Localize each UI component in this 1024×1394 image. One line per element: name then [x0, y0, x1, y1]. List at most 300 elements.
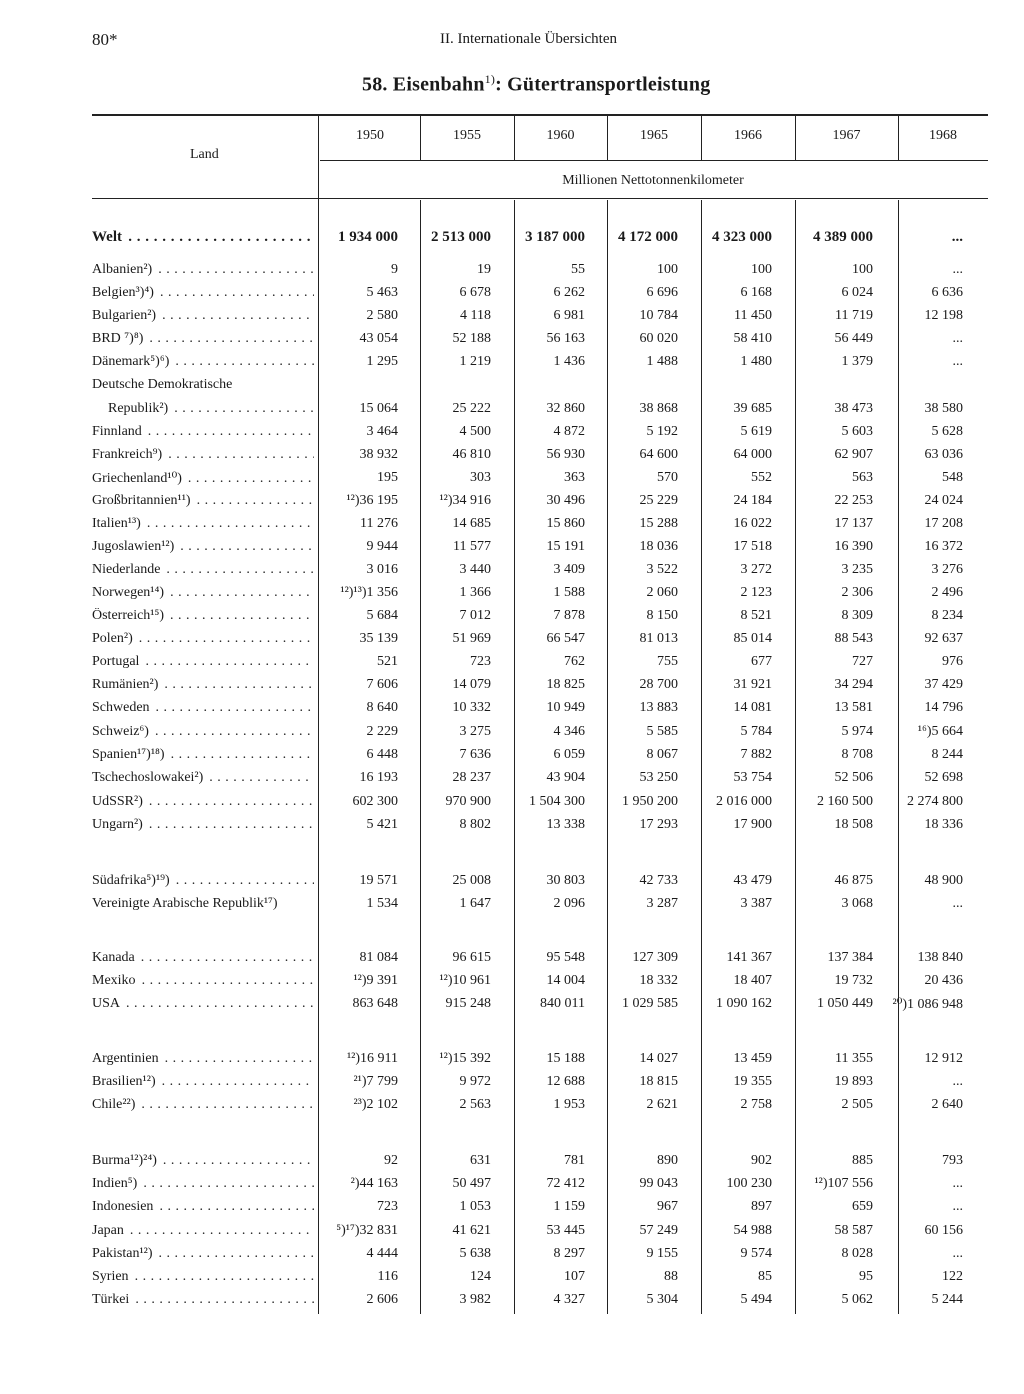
row-country-label: Argentinien	[92, 1051, 159, 1066]
row-country-name	[92, 1269, 314, 1285]
row-country-name	[92, 794, 314, 810]
row-value-1960: 1 588	[553, 585, 585, 600]
row-value-1965: 6 696	[646, 285, 678, 300]
row-value-1950: 3 016	[366, 562, 398, 577]
row-value-1968: 3 276	[931, 562, 963, 577]
row-country-name	[92, 654, 314, 670]
row-value-1967: 1 379	[841, 354, 873, 369]
row-country-name	[92, 950, 314, 966]
row-value-1966: 677	[751, 654, 772, 669]
row-value-1960: 762	[564, 654, 585, 669]
row-value-1950: 2 606	[366, 1292, 398, 1307]
row-value-1967: 19 732	[834, 973, 873, 988]
row-value-1967: 62 907	[834, 447, 873, 462]
row-value-1955: 11 577	[453, 539, 491, 554]
row-value-1950: ²³)2 102	[353, 1097, 398, 1112]
row-value-1950: 1 534	[366, 896, 398, 911]
row-value-1950: 1 295	[366, 354, 398, 369]
table-row	[0, 447, 1024, 469]
row-value-1966: 3 272	[740, 562, 772, 577]
row-value-1966: 58 410	[733, 331, 772, 346]
row-country-label: Japan	[92, 1223, 124, 1238]
row-country-label: Mexiko	[92, 973, 136, 988]
row-country-name	[92, 873, 314, 889]
row-country-name	[92, 516, 314, 532]
row-country-name	[92, 331, 314, 347]
table-row	[0, 1176, 1024, 1198]
row-value-1965: 967	[657, 1199, 678, 1214]
row-value-1967: 8 309	[841, 608, 873, 623]
row-value-1966: 54 988	[733, 1223, 772, 1238]
row-country-name	[92, 1246, 314, 1262]
row-value-1967: 18 508	[834, 817, 873, 832]
row-value-1965: 1 950 200	[622, 794, 678, 809]
row-value-1960: 56 163	[546, 331, 585, 346]
row-value-1965: 5 585	[646, 724, 678, 739]
row-value-1966: 14 081	[733, 700, 772, 715]
table-row	[0, 262, 1024, 284]
row-country-label: Welt	[92, 229, 122, 245]
row-country-name	[92, 308, 314, 324]
row-country-name	[92, 1292, 314, 1308]
row-value-1967: ¹²)107 556	[814, 1176, 873, 1191]
row-value-1955: ¹²)10 961	[439, 973, 491, 988]
row-value-1966: 141 367	[726, 950, 772, 965]
row-value-1968: 12 198	[924, 308, 963, 323]
row-value-1968: 14 796	[924, 700, 963, 715]
row-value-1950: 38 932	[359, 447, 398, 462]
row-country-label: Südafrika⁵)¹⁹)	[92, 873, 170, 888]
row-value-1967: 46 875	[834, 873, 873, 888]
row-value-1967: 56 449	[834, 331, 873, 346]
row-value-1955: 303	[470, 470, 491, 485]
row-value-1950: 11 276	[360, 516, 398, 531]
row-value-1950: 81 084	[359, 950, 398, 965]
row-value-1967: 3 235	[841, 562, 873, 577]
row-value-1955: 41 621	[452, 1223, 491, 1238]
row-value-1950: 2 229	[366, 724, 398, 739]
row-value-1955: 52 188	[452, 331, 491, 346]
row-value-1950: ⁵)¹⁷)32 831	[336, 1223, 398, 1238]
table-row	[0, 1199, 1024, 1221]
row-value-1966: 7 882	[740, 747, 772, 762]
row-value-1966: 5 494	[740, 1292, 772, 1307]
row-country-name	[92, 470, 314, 487]
row-value-1965: 13 883	[639, 700, 678, 715]
row-value-1955: 25 222	[452, 401, 491, 416]
row-value-1968: ...	[952, 354, 963, 369]
row-value-1965: 14 027	[639, 1051, 678, 1066]
row-value-1968: 92 637	[924, 631, 963, 646]
row-value-1965: 8 067	[646, 747, 678, 762]
row-value-1960: 3 187 000	[525, 229, 585, 245]
row-value-1960: 56 930	[546, 447, 585, 462]
page-number: 80*	[92, 30, 118, 49]
row-value-1965: 81 013	[639, 631, 678, 646]
row-value-1968: 8 244	[931, 747, 963, 762]
row-country-label: Kanada	[92, 950, 135, 965]
row-value-1966: 5 619	[740, 424, 772, 439]
table-row	[0, 1097, 1024, 1119]
row-value-1950: ²)44 163	[350, 1176, 398, 1191]
row-value-1965: 18 815	[639, 1074, 678, 1089]
row-value-1950: 723	[377, 1199, 398, 1214]
row-value-1965: 5 192	[646, 424, 678, 439]
row-value-1968: 2 496	[931, 585, 963, 600]
row-value-1968: 52 698	[924, 770, 963, 785]
row-value-1950: ¹²)36 195	[346, 493, 398, 508]
table-row	[0, 562, 1024, 584]
row-value-1955: 46 810	[452, 447, 491, 462]
table-row	[0, 1246, 1024, 1268]
row-value-1967: 563	[852, 470, 873, 485]
row-value-1968: 18 336	[924, 817, 963, 832]
row-value-1965: 15 288	[639, 516, 678, 531]
row-country-label: Polen²)	[92, 631, 133, 646]
row-value-1955: 723	[470, 654, 491, 669]
row-country-label: Portugal	[92, 654, 140, 669]
row-value-1967: 17 137	[834, 516, 873, 531]
row-value-1965: 25 229	[639, 493, 678, 508]
year-header: 1955	[453, 128, 481, 143]
row-value-1955: 25 008	[452, 873, 491, 888]
row-value-1950: 15 064	[359, 401, 398, 416]
row-country-name	[108, 401, 314, 417]
row-value-1968: 8 234	[931, 608, 963, 623]
row-country-name	[92, 747, 314, 763]
table-row	[0, 724, 1024, 746]
row-value-1968: ...	[952, 1176, 963, 1191]
row-country-label: Albanien²)	[92, 262, 153, 277]
row-value-1967: 8 708	[841, 747, 873, 762]
row-value-1966: 13 459	[733, 1051, 772, 1066]
row-value-1950: 602 300	[352, 794, 398, 809]
row-country-name	[92, 1176, 314, 1192]
row-value-1955: 50 497	[452, 1176, 491, 1191]
row-value-1960: 32 860	[546, 401, 585, 416]
row-value-1955: 14 685	[452, 516, 491, 531]
row-value-1967: 100	[852, 262, 873, 277]
row-country-name	[92, 229, 314, 246]
table-row	[0, 631, 1024, 653]
row-value-1955: 3 982	[459, 1292, 491, 1307]
row-value-1968: 24 024	[924, 493, 963, 508]
row-country-label: Vereinigte Arabische Republik¹⁷)	[92, 896, 278, 911]
row-value-1967: 3 068	[841, 896, 873, 911]
row-value-1965: 9 155	[646, 1246, 678, 1261]
row-value-1966: 17 518	[733, 539, 772, 554]
row-country-name	[92, 770, 314, 786]
row-value-1965: 64 600	[639, 447, 678, 462]
table-row	[0, 1153, 1024, 1175]
table-row	[0, 331, 1024, 353]
row-value-1960: 53 445	[546, 1223, 585, 1238]
row-value-1965: 3 287	[646, 896, 678, 911]
row-country-label: Syrien	[92, 1269, 129, 1284]
row-country-name	[92, 724, 314, 740]
row-value-1950: 35 139	[359, 631, 398, 646]
row-country-label: Deutsche Demokratische	[92, 377, 233, 392]
row-value-1955: ¹²)34 916	[439, 493, 491, 508]
row-value-1968: ...	[952, 1199, 963, 1214]
table-title-footnote: 1)	[484, 72, 496, 86]
row-value-1960: 14 004	[546, 973, 585, 988]
row-value-1968: ²⁰)1 086 948	[892, 997, 963, 1012]
row-value-1955: 4 118	[460, 308, 491, 323]
row-value-1966: 5 784	[740, 724, 772, 739]
row-value-1955: 915 248	[445, 996, 491, 1011]
row-value-1967: 22 253	[834, 493, 873, 508]
table-title	[362, 72, 710, 97]
row-value-1965: 1 029 585	[622, 996, 678, 1011]
row-value-1966: 85	[758, 1269, 772, 1284]
row-value-1960: 4 327	[553, 1292, 585, 1307]
row-country-label: Indonesien	[92, 1199, 154, 1214]
running-head: II. Internationale Übersichten	[440, 31, 618, 47]
row-value-1955: 2 513 000	[431, 229, 491, 245]
row-value-1960: 30 803	[546, 873, 585, 888]
year-header: 1967	[832, 128, 861, 143]
row-value-1968: 6 636	[931, 285, 963, 300]
row-value-1968: 63 036	[924, 447, 963, 462]
row-value-1967: 11 719	[835, 308, 873, 323]
row-value-1960: 107	[564, 1269, 585, 1284]
row-country-label: Spanien¹⁷)¹⁸)	[92, 747, 165, 762]
row-value-1967: 727	[852, 654, 873, 669]
row-value-1965: 570	[657, 470, 678, 485]
row-value-1966: 9 574	[740, 1246, 772, 1261]
row-value-1965: 60 020	[639, 331, 678, 346]
row-value-1968: 2 274 800	[907, 794, 963, 809]
row-value-1960: 1 159	[553, 1199, 585, 1214]
row-country-label: Burma¹²)²⁴)	[92, 1153, 157, 1168]
row-country-label: Chile²²)	[92, 1097, 136, 1112]
row-value-1967: 137 384	[827, 950, 873, 965]
row-country-name	[92, 1153, 314, 1169]
row-value-1950: ¹²)16 911	[346, 1051, 398, 1066]
row-value-1968: ...	[952, 1246, 963, 1261]
row-value-1955: 9 972	[459, 1074, 491, 1089]
row-country-name	[92, 377, 314, 393]
row-value-1967: 2 306	[841, 585, 873, 600]
row-value-1966: 2 758	[740, 1097, 772, 1112]
row-value-1950: 16 193	[359, 770, 398, 785]
row-value-1968: 5 628	[931, 424, 963, 439]
row-country-label: Großbritannien¹¹)	[92, 493, 191, 508]
row-value-1950: 9 944	[366, 539, 398, 554]
row-value-1968: 48 900	[924, 873, 963, 888]
row-value-1966: 11 450	[734, 308, 772, 323]
row-country-label: Brasilien¹²)	[92, 1074, 156, 1089]
row-value-1965: 755	[657, 654, 678, 669]
row-value-1960: 15 860	[546, 516, 585, 531]
row-value-1968: 976	[942, 654, 963, 669]
row-country-label: Norwegen¹⁴)	[92, 585, 165, 600]
row-value-1967: 95	[859, 1269, 873, 1284]
row-value-1967: 13 581	[834, 700, 873, 715]
row-country-name	[92, 447, 314, 463]
table-row	[0, 1074, 1024, 1096]
row-value-1955: 3 440	[459, 562, 491, 577]
row-value-1967: 88 543	[834, 631, 873, 646]
row-country-name	[92, 700, 314, 716]
row-value-1955: 10 332	[452, 700, 491, 715]
table-row	[0, 950, 1024, 972]
row-value-1966: 100 230	[726, 1176, 772, 1191]
row-value-1966: 1 480	[740, 354, 772, 369]
table-row	[0, 1269, 1024, 1291]
row-value-1966: 2 016 000	[716, 794, 772, 809]
row-value-1966: 3 387	[740, 896, 772, 911]
row-value-1967: 4 389 000	[813, 229, 873, 245]
row-value-1965: 2 621	[646, 1097, 678, 1112]
row-value-1965: 5 304	[646, 1292, 678, 1307]
row-country-name	[92, 608, 314, 624]
row-value-1955: 631	[470, 1153, 491, 1168]
row-value-1955: 28 237	[452, 770, 491, 785]
table-title-prefix: 58. Eisenbahn	[362, 73, 485, 96]
table-row	[0, 470, 1024, 492]
year-header: 1950	[356, 128, 384, 143]
row-value-1960: 30 496	[546, 493, 585, 508]
row-value-1967: 58 587	[834, 1223, 873, 1238]
row-value-1960: 6 981	[553, 308, 585, 323]
row-value-1960: 15 191	[546, 539, 585, 554]
row-value-1960: 55	[571, 262, 585, 277]
row-country-name	[92, 677, 314, 693]
row-value-1950: ¹²)¹³)1 356	[340, 585, 398, 600]
row-value-1968: 5 244	[931, 1292, 963, 1307]
row-country-name	[92, 262, 314, 278]
row-value-1967: 6 024	[841, 285, 873, 300]
row-value-1968: 548	[942, 470, 963, 485]
row-value-1967: 34 294	[834, 677, 873, 692]
year-unit-divider	[320, 160, 988, 161]
row-value-1966: 1 090 162	[716, 996, 772, 1011]
row-country-name	[92, 1199, 314, 1215]
table-row	[0, 896, 1024, 918]
row-value-1960: 6 262	[553, 285, 585, 300]
row-country-label: Indien⁵)	[92, 1176, 138, 1191]
row-country-name	[92, 562, 314, 578]
row-value-1968: 60 156	[924, 1223, 963, 1238]
row-value-1968: ¹⁶)5 664	[917, 724, 963, 739]
row-country-name	[92, 817, 314, 833]
row-value-1950: 43 054	[359, 331, 398, 346]
row-value-1965: 28 700	[639, 677, 678, 692]
row-value-1960: 7 878	[553, 608, 585, 623]
row-value-1966: 24 184	[733, 493, 772, 508]
row-value-1965: 3 522	[646, 562, 678, 577]
row-value-1960: 66 547	[546, 631, 585, 646]
row-value-1967: 38 473	[834, 401, 873, 416]
row-country-name	[92, 354, 314, 370]
row-value-1967: 19 893	[834, 1074, 873, 1089]
row-value-1960: 6 059	[553, 747, 585, 762]
row-value-1960: 1 504 300	[529, 794, 585, 809]
row-country-label: Tschechoslowakei²)	[92, 770, 204, 785]
row-value-1965: 53 250	[639, 770, 678, 785]
row-value-1967: 2 505	[841, 1097, 873, 1112]
row-value-1960: 10 949	[546, 700, 585, 715]
table-row	[0, 539, 1024, 561]
row-value-1965: 38 868	[639, 401, 678, 416]
row-value-1968: 20 436	[924, 973, 963, 988]
row-value-1950: 863 648	[352, 996, 398, 1011]
table-row	[0, 354, 1024, 376]
row-value-1950: 9	[391, 262, 398, 277]
row-value-1950: 2 580	[366, 308, 398, 323]
row-value-1966: 53 754	[733, 770, 772, 785]
row-country-name	[92, 1097, 314, 1113]
row-value-1965: 1 488	[646, 354, 678, 369]
year-header: 1966	[734, 128, 762, 143]
row-value-1966: 100	[751, 262, 772, 277]
row-value-1950: 195	[377, 470, 398, 485]
table-row	[0, 996, 1024, 1018]
row-country-label: Rumänien²)	[92, 677, 159, 692]
row-value-1968: ...	[951, 229, 963, 245]
row-country-label: Italien¹³)	[92, 516, 141, 531]
row-value-1965: 10 784	[639, 308, 678, 323]
row-value-1967: 5 974	[841, 724, 873, 739]
row-value-1965: 18 036	[639, 539, 678, 554]
table-row	[0, 794, 1024, 816]
row-value-1968: 122	[942, 1269, 963, 1284]
row-value-1966: 17 900	[733, 817, 772, 832]
row-value-1968: ...	[952, 896, 963, 911]
row-value-1968: 17 208	[924, 516, 963, 531]
row-value-1960: 12 688	[546, 1074, 585, 1089]
table-row	[0, 1223, 1024, 1245]
row-value-1967: 885	[852, 1153, 873, 1168]
row-country-label: Jugoslawien¹²)	[92, 539, 175, 554]
row-country-name	[92, 1223, 314, 1239]
table-row	[0, 1051, 1024, 1073]
row-value-1955: 2 563	[459, 1097, 491, 1112]
table-row	[0, 285, 1024, 307]
row-value-1965: 42 733	[639, 873, 678, 888]
row-country-label: Griechenland¹⁰)	[92, 471, 182, 486]
row-value-1960: 43 904	[546, 770, 585, 785]
row-country-label: Schweiz⁶)	[92, 724, 149, 739]
row-value-1967: 52 506	[834, 770, 873, 785]
row-value-1960: 15 188	[546, 1051, 585, 1066]
row-value-1966: 4 323 000	[712, 229, 772, 245]
row-value-1955: 1 053	[459, 1199, 491, 1214]
row-value-1966: 64 000	[733, 447, 772, 462]
table-row	[0, 873, 1024, 895]
row-value-1960: 363	[564, 470, 585, 485]
row-value-1950: 4 444	[366, 1246, 398, 1261]
row-country-name	[92, 896, 322, 912]
row-value-1960: 95 548	[546, 950, 585, 965]
row-value-1967: 659	[852, 1199, 873, 1214]
row-country-label: UdSSR²)	[92, 794, 143, 809]
row-value-1955: 14 079	[452, 677, 491, 692]
row-value-1955: 7 636	[459, 747, 491, 762]
row-value-1967: 5 062	[841, 1292, 873, 1307]
table-row	[0, 424, 1024, 446]
row-value-1965: 890	[657, 1153, 678, 1168]
row-value-1968: 138 840	[917, 950, 963, 965]
row-value-1966: 2 123	[740, 585, 772, 600]
row-value-1950: 5 684	[366, 608, 398, 623]
table-row	[0, 401, 1024, 423]
row-value-1968: 37 429	[924, 677, 963, 692]
table-row	[0, 700, 1024, 722]
row-value-1960: 3 409	[553, 562, 585, 577]
